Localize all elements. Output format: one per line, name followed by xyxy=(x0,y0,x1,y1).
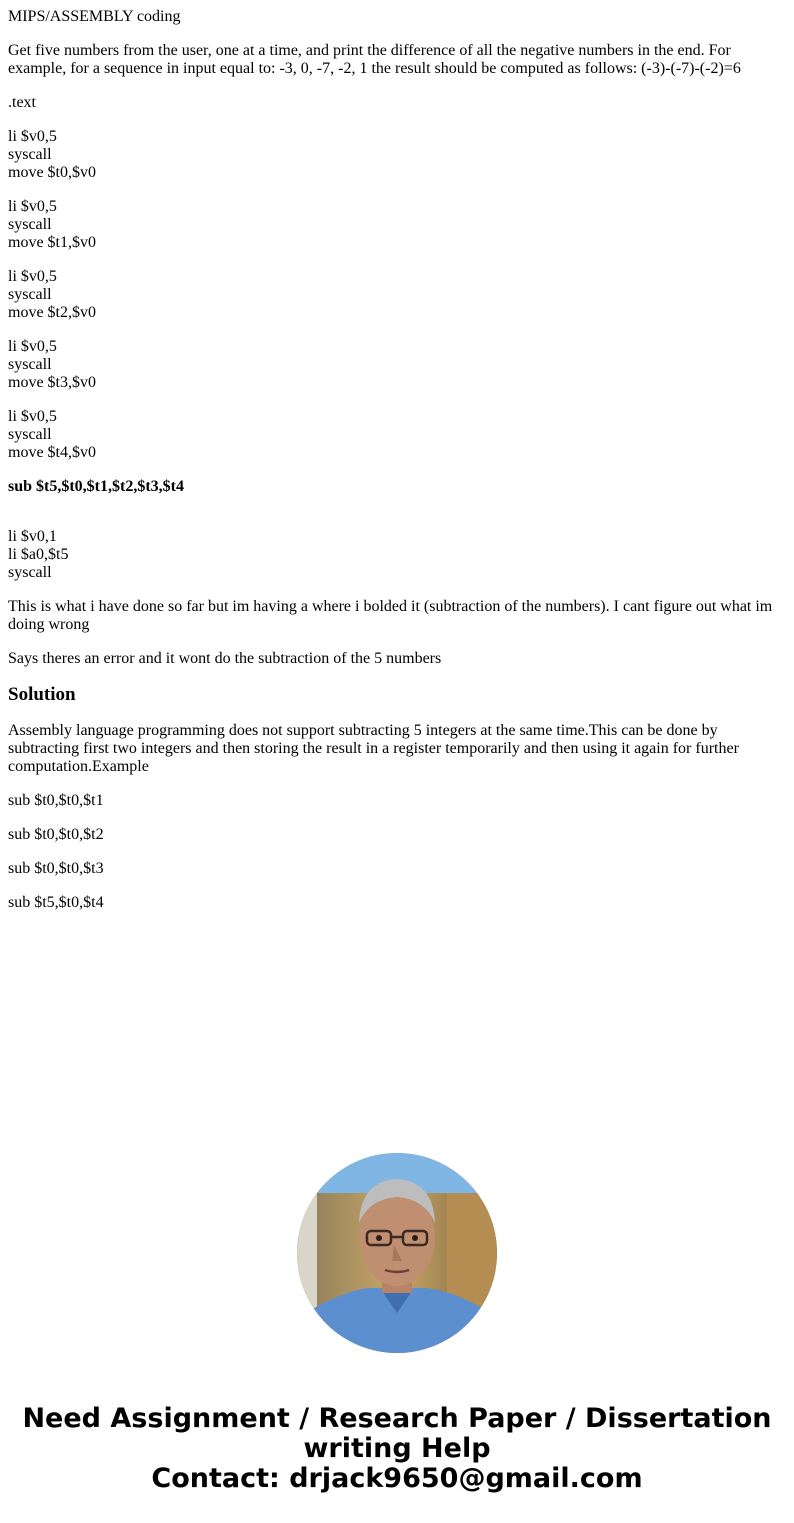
code-line: li $v0,1 xyxy=(8,528,57,545)
solution-step: sub $t0,$t0,$t1 xyxy=(8,792,104,809)
avatar xyxy=(297,1153,497,1353)
code-line: li $v0,5 xyxy=(8,408,57,425)
solution-explanation: Assembly language programming does not support subtracting 5 integers at the same time.This can be done by subtracting first two integers and then storing the result in a register temporarily and then using it again for further computation.Example xyxy=(8,722,739,775)
code-directive: .text xyxy=(8,94,36,111)
code-line: li $a0,$t5 xyxy=(8,546,69,563)
code-line: li $v0,5 xyxy=(8,198,57,215)
code-line: syscall xyxy=(8,146,52,163)
code-block-2 xyxy=(8,198,786,252)
code-line: syscall xyxy=(8,426,52,443)
code-line: syscall xyxy=(8,216,52,233)
code-line: syscall xyxy=(8,286,52,303)
question-title: MIPS/ASSEMBLY coding xyxy=(8,8,181,25)
code-line: move $t0,$v0 xyxy=(8,164,96,181)
solution-step: sub $t0,$t0,$t2 xyxy=(8,826,104,843)
print-code-block xyxy=(8,528,786,582)
solution-step: sub $t0,$t0,$t3 xyxy=(8,860,104,877)
code-line: move $t3,$v0 xyxy=(8,374,96,391)
question-prompt: Get five numbers from the user, one at a time, and print the difference of all the negative numbers in the end. For example, for a sequence in input equal to: -3, 0, -7, -2, 1 the result should be computed as follows: (-3)-(-7)-(-2)=6 xyxy=(8,42,741,77)
avatar-photo-icon xyxy=(297,1153,497,1353)
code-line: li $v0,5 xyxy=(8,338,57,355)
code-line: li $v0,5 xyxy=(8,268,57,285)
question-error-note: Says theres an error and it wont do the subtraction of the 5 numbers xyxy=(8,650,442,667)
code-line: move $t4,$v0 xyxy=(8,444,96,461)
promo-line: writing Help xyxy=(303,1433,491,1464)
question-note: This is what i have done so far but im having a where i bolded it (subtraction of the numbers). I cant figure out what im doing wrong xyxy=(8,598,773,633)
bold-code-line: sub $t5,$t0,$t1,$t2,$t3,$t4 xyxy=(8,478,184,495)
solution-heading: Solution xyxy=(8,684,76,705)
code-block-5 xyxy=(8,408,786,462)
code-line: syscall xyxy=(8,356,52,373)
spacer xyxy=(8,512,786,528)
code-line: move $t2,$v0 xyxy=(8,304,96,321)
code-block-3 xyxy=(8,268,786,322)
promo-banner xyxy=(0,1404,794,1494)
solution-step: sub $t5,$t0,$t4 xyxy=(8,894,104,911)
promo-line: Need Assignment / Research Paper / Dissertation xyxy=(22,1403,772,1434)
code-line: move $t1,$v0 xyxy=(8,234,96,251)
promo-contact: Contact: drjack9650@gmail.com xyxy=(151,1463,643,1494)
code-block-4 xyxy=(8,338,786,392)
code-line: li $v0,5 xyxy=(8,128,57,145)
page-content xyxy=(8,8,786,928)
code-block-1 xyxy=(8,128,786,182)
code-line: syscall xyxy=(8,564,52,581)
